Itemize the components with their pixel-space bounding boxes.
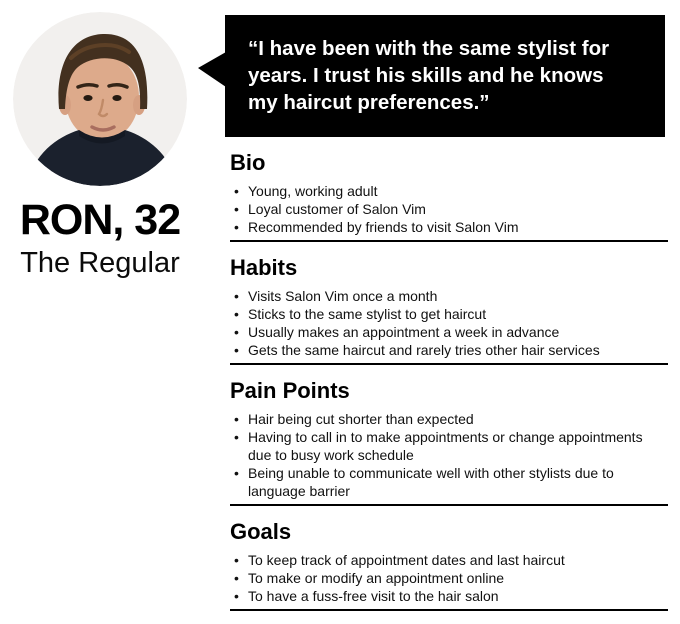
list-item-text: Sticks to the same stylist to get haircut bbox=[248, 306, 487, 322]
list-item-text: Visits Salon Vim once a month bbox=[248, 288, 438, 304]
section-title: Bio bbox=[230, 150, 266, 175]
bullet-icon: • bbox=[234, 183, 239, 199]
avatar bbox=[13, 12, 187, 186]
list-item bbox=[230, 218, 668, 236]
portrait-photo-icon bbox=[13, 12, 187, 186]
bullet-icon: • bbox=[234, 201, 239, 217]
section-bio bbox=[230, 150, 668, 242]
bullet-icon: • bbox=[234, 219, 239, 235]
bullet-icon: • bbox=[234, 342, 239, 358]
list-item bbox=[230, 341, 668, 359]
list-item bbox=[230, 287, 668, 305]
bullet-list bbox=[230, 182, 668, 236]
list-item-text: Young, working adult bbox=[248, 183, 378, 199]
bullet-icon: • bbox=[234, 429, 239, 445]
list-item-text: To have a fuss-free visit to the hair salon bbox=[248, 588, 499, 604]
quote-bubble bbox=[225, 15, 665, 137]
bullet-icon: • bbox=[234, 588, 239, 604]
list-item bbox=[230, 182, 668, 200]
list-item bbox=[230, 323, 668, 341]
list-item bbox=[230, 428, 668, 464]
list-item-text: Loyal customer of Salon Vim bbox=[248, 201, 426, 217]
bullet-list bbox=[230, 551, 668, 605]
list-item-text: To keep track of appointment dates and last haircut bbox=[248, 552, 565, 568]
bullet-icon: • bbox=[234, 411, 239, 427]
bullet-icon: • bbox=[234, 288, 239, 304]
section-title: Goals bbox=[230, 519, 292, 544]
list-item bbox=[230, 305, 668, 323]
list-item-text: To make or modify an appointment online bbox=[248, 570, 505, 586]
section-habits bbox=[230, 255, 668, 365]
bullet-icon: • bbox=[234, 306, 239, 322]
list-item bbox=[230, 200, 668, 218]
sections-column bbox=[230, 150, 668, 624]
persona-name: RON, 32 bbox=[19, 196, 181, 244]
bullet-icon: • bbox=[234, 465, 239, 481]
list-item-text: Usually makes an appointment a week in advance bbox=[248, 324, 560, 340]
list-item bbox=[230, 464, 668, 500]
persona-archetype: The Regular bbox=[20, 247, 180, 279]
quote-line: years. I trust his skills and he knows bbox=[248, 64, 604, 87]
list-item bbox=[230, 410, 668, 428]
bullet-icon: • bbox=[234, 552, 239, 568]
bullet-list bbox=[230, 287, 668, 359]
speech-tail-icon bbox=[198, 52, 226, 87]
bullet-icon: • bbox=[234, 324, 239, 340]
section-goals bbox=[230, 519, 668, 611]
list-item-text: Being unable to communicate well with other stylists due to language barrier bbox=[248, 465, 614, 499]
list-item bbox=[230, 569, 668, 587]
list-item bbox=[230, 587, 668, 605]
quote-line: my haircut preferences.” bbox=[248, 91, 490, 114]
list-item-text: Recommended by friends to visit Salon Vim bbox=[248, 219, 519, 235]
list-item-text: Having to call in to make appointments or change appointments due to busy work schedule bbox=[248, 429, 643, 463]
section-pain-points bbox=[230, 378, 668, 506]
bullet-list bbox=[230, 410, 668, 500]
quote-line: “I have been with the same stylist for bbox=[248, 37, 610, 60]
section-title: Pain Points bbox=[230, 378, 350, 403]
list-item bbox=[230, 551, 668, 569]
list-item-text: Gets the same haircut and rarely tries other hair services bbox=[248, 342, 600, 358]
bullet-icon: • bbox=[234, 570, 239, 586]
list-item-text: Hair being cut shorter than expected bbox=[248, 411, 474, 427]
section-title: Habits bbox=[230, 255, 298, 280]
